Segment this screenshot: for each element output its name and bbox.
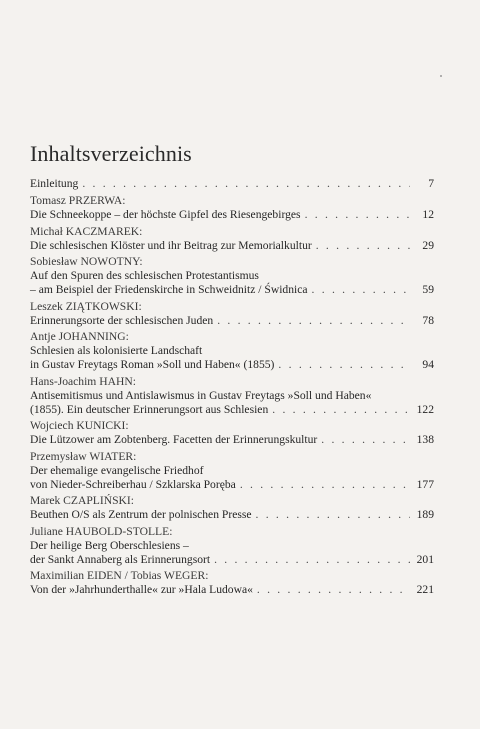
dot-leader — [312, 283, 410, 297]
toc-author: Tomasz PRZERWA: — [30, 194, 126, 207]
toc-title-line-with-page — [30, 403, 434, 417]
dot-leader — [214, 553, 410, 567]
toc-title-text: Antisemitismus und Antislawismus in Gustav Freytags »Soll und Haben« — [30, 388, 372, 402]
dot-leader — [305, 208, 410, 222]
toc-entry — [30, 194, 434, 222]
toc-entry — [30, 177, 434, 191]
paper-speck — [440, 75, 442, 77]
toc-entry — [30, 494, 434, 522]
toc-entry — [30, 300, 434, 328]
toc-title-line-with-page — [30, 314, 434, 328]
toc-entry — [30, 569, 434, 597]
toc-title-text: in Gustav Freytags Roman »Soll und Haben« (1855) — [30, 358, 275, 371]
toc-title-text: Der ehemalige evangelische Friedhof — [30, 463, 204, 477]
page-title: Inhaltsverzeichnis — [30, 141, 192, 166]
toc-page-number: 122 — [416, 402, 434, 416]
toc-title-line-with-page — [30, 433, 434, 447]
toc-page-number: 221 — [416, 583, 434, 596]
toc-page-number: 177 — [416, 477, 434, 491]
dot-leader — [82, 177, 410, 191]
toc-page-number: 189 — [416, 508, 434, 521]
toc-author: Wojciech KUNICKI: — [30, 419, 129, 432]
toc-title-text: Schlesien als kolonisierte Landschaft — [30, 344, 203, 357]
toc-author: Marek CZAPLIŃSKI: — [30, 494, 135, 507]
toc-page-number: 29 — [422, 238, 434, 252]
toc-title-text: Die schlesischen Klöster und ihr Beitrag zur Memorialkultur — [30, 238, 312, 252]
toc-author: Michał KACZMAREK: — [30, 224, 143, 238]
toc-entry — [30, 525, 434, 567]
toc-title-text: Der heilige Berg Oberschlesiens – — [30, 538, 189, 552]
dot-leader — [217, 314, 410, 328]
toc-title-line-with-page — [30, 177, 434, 191]
toc-author: Hans-Joachim HAHN: — [30, 374, 136, 388]
toc-title-line — [30, 269, 434, 283]
toc-title-line-with-page — [30, 358, 434, 372]
toc-title-text: von Nieder-Schreiberhau / Szklarska Poręba — [30, 477, 236, 491]
dot-leader — [257, 583, 410, 597]
toc-title-line — [30, 464, 434, 478]
toc-title-line-with-page — [30, 583, 434, 597]
toc-title-text: Erinnerungsorte der schlesischen Juden — [30, 313, 214, 327]
toc-title-line-with-page — [30, 239, 434, 253]
toc-title-text: Die Schneekoppe – der höchste Gipfel des Riesengebirges — [30, 208, 301, 221]
toc-page-number: 94 — [422, 358, 434, 371]
toc-author: Przemysław WIATER: — [30, 449, 137, 463]
toc-title-text: Von der »Jahrhunderthalle« zur »Hala Ludowa« — [30, 583, 253, 596]
toc-page-number: 12 — [422, 208, 434, 221]
toc-title-line — [30, 344, 434, 358]
toc-entry — [30, 225, 434, 253]
dot-leader — [316, 239, 410, 253]
toc-title-text: Die Lützower am Zobtenberg. Facetten der Erinnerungskultur — [30, 433, 318, 446]
toc-title-line-with-page — [30, 283, 434, 297]
toc-page-number: 7 — [428, 177, 434, 190]
dot-leader — [321, 433, 410, 447]
toc-title-line-with-page — [30, 553, 434, 567]
toc-author: Juliane HAUBOLD-STOLLE: — [30, 524, 173, 538]
toc-title-text: Auf den Spuren des schlesischen Protestantismus — [30, 269, 259, 282]
toc-author: Sobiesław NOWOTNY: — [30, 255, 143, 268]
toc-title-text: – am Beispiel der Friedenskirche in Schweidnitz / Świdnica — [30, 283, 308, 296]
toc-title-text: der Sankt Annaberg als Erinnerungsort — [30, 552, 211, 566]
toc-entry — [30, 419, 434, 447]
toc-title-line — [30, 539, 434, 553]
dot-leader — [240, 478, 410, 492]
toc-title-line — [30, 389, 434, 403]
dot-leader — [278, 358, 410, 372]
toc-page-number: 78 — [422, 313, 434, 327]
toc-page-number: 201 — [416, 552, 434, 566]
toc-title-line-with-page — [30, 508, 434, 522]
toc-title-line-with-page — [30, 478, 434, 492]
toc-author: Leszek ZIĄTKOWSKI: — [30, 299, 142, 313]
toc-title-text: Beuthen O/S als Zentrum der polnischen Presse — [30, 508, 252, 521]
dot-leader — [256, 508, 410, 522]
toc-page-number: 59 — [422, 283, 434, 296]
toc-page-number: 138 — [416, 433, 434, 446]
toc-title-line-with-page — [30, 208, 434, 222]
toc-author: Maximilian EIDEN / Tobias WEGER: — [30, 569, 209, 582]
toc-entry — [30, 255, 434, 297]
toc-entry — [30, 375, 434, 417]
table-of-contents — [30, 177, 434, 597]
dot-leader — [272, 403, 410, 417]
toc-entry — [30, 450, 434, 492]
toc-title-text: (1855). Ein deutscher Erinnerungsort aus Schlesien — [30, 402, 269, 416]
toc-author: Antje JOHANNING: — [30, 330, 129, 343]
toc-title-text: Einleitung — [30, 177, 79, 190]
toc-entry — [30, 330, 434, 372]
